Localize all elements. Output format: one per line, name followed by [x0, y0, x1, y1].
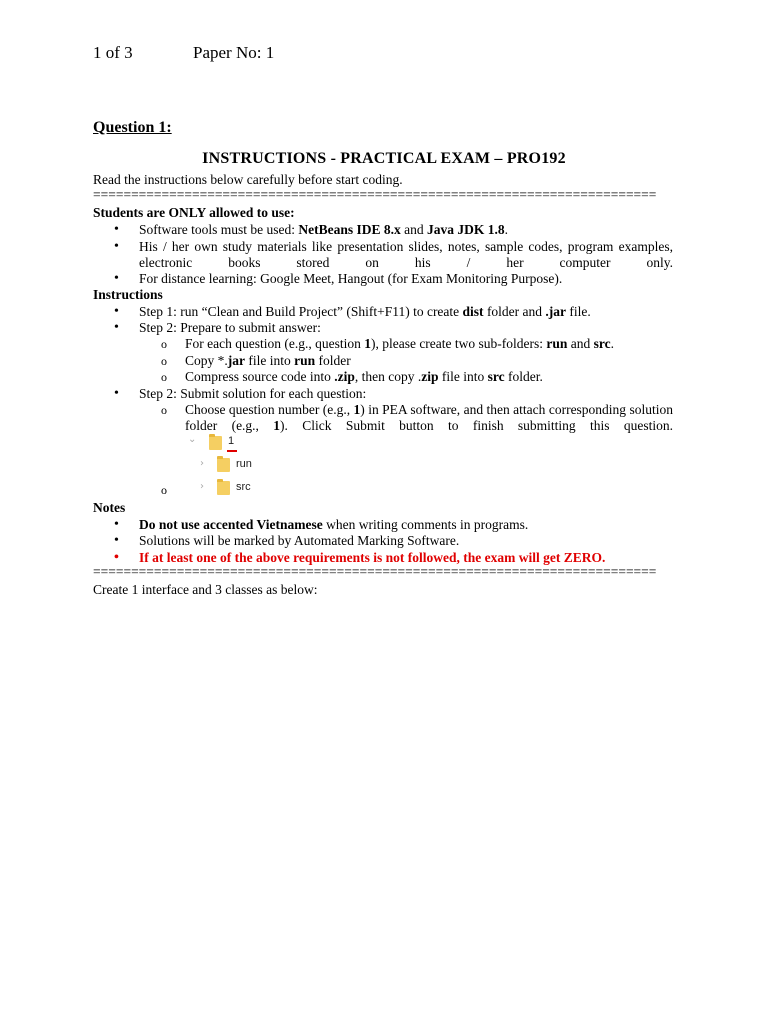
note-accented: • Do not use accented Vietnamese when writing comments in programs. — [139, 517, 528, 533]
allowed-heading: Students are ONLY allowed to use: — [93, 205, 295, 220]
folder-icon — [217, 481, 230, 495]
note-zero-warning: • If at least one of the above requirements is not followed, the exam will get ZERO. — [139, 550, 605, 566]
intro-text: Read the instructions below carefully before start coding. — [93, 172, 403, 187]
instructions-heading: Instructions — [93, 287, 163, 302]
tree-item-src: src — [236, 481, 251, 493]
step-3-sub-submit: o Choose question number (e.g., 1) in PEA software, and then attach corresponding solution folder (e.g., 1). Click Submit button to finish submitting this question. — [185, 402, 673, 434]
step-2: • Step 2: Prepare to submit answer: — [139, 320, 321, 336]
allowed-item-materials: • His / her own study materials like presentation slides, notes, sample codes, program examples, electronic books stored on his / her computer only. — [139, 239, 673, 271]
separator-bottom: ========================================================================== — [93, 567, 657, 577]
chevron-down-icon: ⌄ — [188, 434, 197, 445]
note-automated-marking: • Solutions will be marked by Automated Marking Software. — [139, 533, 459, 549]
folder-icon — [217, 458, 230, 472]
allowed-item-tools: • Software tools must be used: NetBeans IDE 8.x and Java JDK 1.8. — [139, 222, 508, 238]
separator-top: ========================================================================== — [93, 190, 657, 200]
step-2-sub-copy-jar: o Copy *.jar file into run folder — [185, 353, 351, 369]
folder-icon — [209, 436, 222, 450]
question-title: Question 1: — [93, 119, 172, 136]
step-1: • Step 1: run “Clean and Build Project” (Shift+F11) to create dist folder and .jar file. — [139, 304, 591, 320]
step-3: • Step 2: Submit solution for each question: — [139, 386, 366, 402]
red-underline — [227, 450, 237, 452]
tree-item-root: 1 — [228, 435, 235, 447]
chevron-right-icon: › — [200, 481, 204, 492]
create-classes-text: Create 1 interface and 3 classes as below: — [93, 582, 318, 597]
paper-number: Paper No: 1 — [193, 43, 275, 62]
allowed-item-distance: • For distance learning: Google Meet, Hangout (for Exam Monitoring Purpose). — [139, 271, 562, 287]
notes-heading: Notes — [93, 500, 126, 515]
document-title: INSTRUCTIONS - PRACTICAL EXAM – PRO192 — [202, 150, 566, 167]
step-2-sub-folders: o For each question (e.g., question 1), please create two sub-folders: run and src. — [185, 336, 614, 352]
page-indicator: 1 of 3 — [93, 43, 133, 62]
chevron-right-icon: › — [200, 458, 204, 469]
empty-sub-bullet: o — [161, 483, 167, 497]
tree-item-run: run — [236, 458, 252, 470]
step-2-sub-compress: o Compress source code into .zip, then copy .zip file into src folder. — [185, 369, 543, 385]
folder-tree — [185, 431, 305, 497]
